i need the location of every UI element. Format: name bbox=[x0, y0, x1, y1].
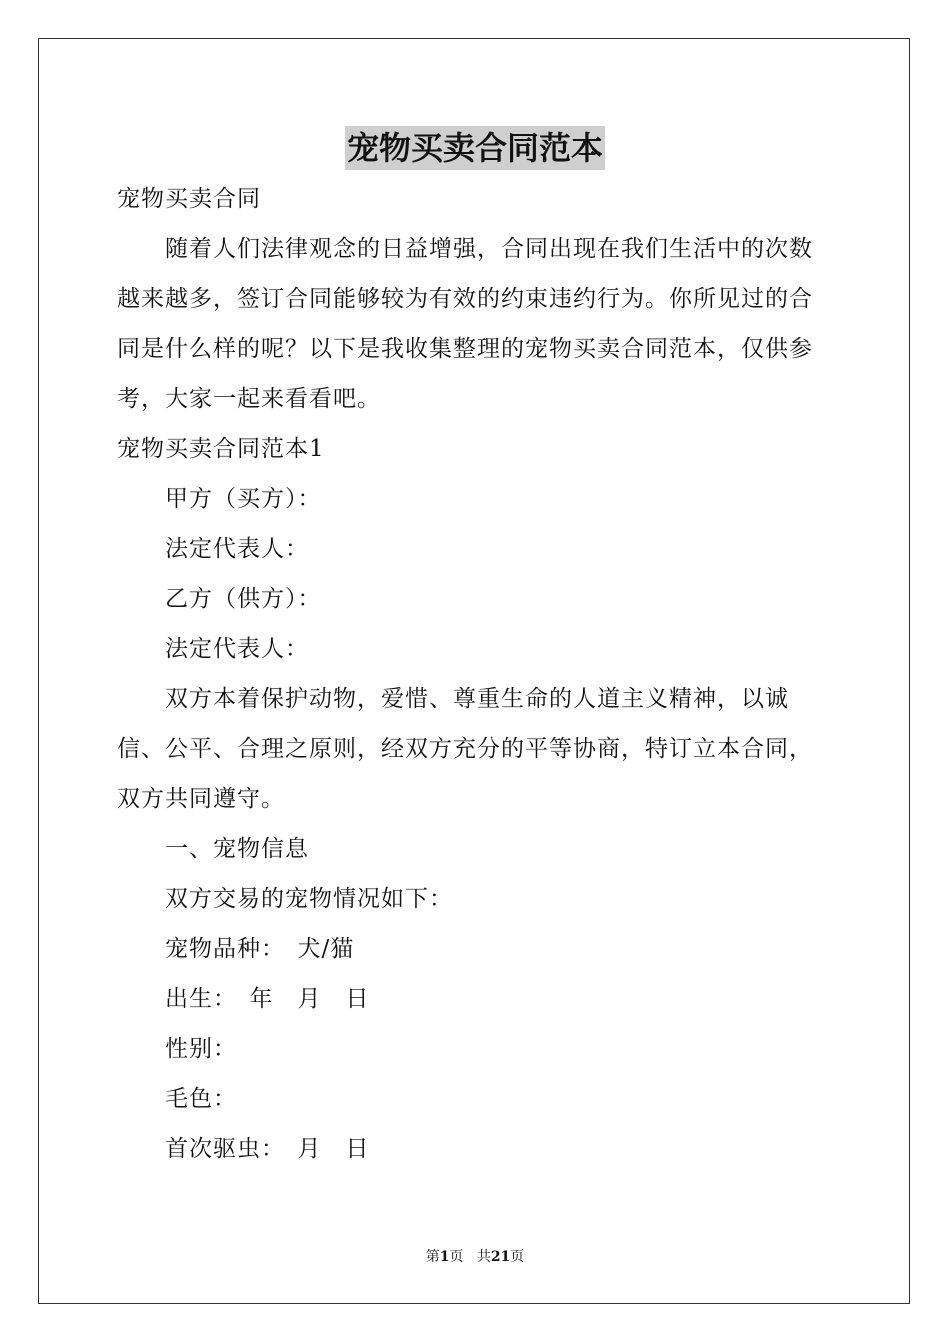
total-suffix: 页 bbox=[510, 1249, 525, 1265]
paragraph-pet-intro: 双方交易的宠物情况如下： bbox=[165, 886, 453, 912]
pet-breed-line: 宠物品种： 犬/猫 bbox=[165, 936, 355, 962]
party-a-representative-line: 法定代表人： bbox=[165, 536, 309, 562]
document-title: 宠物买卖合同范本 bbox=[345, 126, 605, 170]
clause-heading-pet-info: 一、宠物信息 bbox=[165, 836, 309, 862]
page-prefix: 第 bbox=[425, 1249, 440, 1265]
paragraph-principles: 双方本着保护动物，爱惜、尊重生命的人道主义精神，以诚信、公平、合理之原则，经双方充分的平等协商，特订立本合同，双方共同遵守。 bbox=[117, 686, 813, 812]
page-number-total: 21 bbox=[490, 1249, 511, 1265]
paragraph-heading: 宠物买卖合同 bbox=[117, 186, 261, 212]
party-a-line: 甲方（买方）： bbox=[165, 486, 322, 512]
party-b-line: 乙方（供方）： bbox=[165, 586, 322, 612]
page-suffix: 页 bbox=[449, 1249, 464, 1265]
page-footer bbox=[0, 1248, 950, 1266]
page-number-current: 1 bbox=[439, 1249, 450, 1265]
paragraph-intro: 随着人们法律观念的日益增强，合同出现在我们生活中的次数越来越多，签订合同能够较为有效的约束违约行为。你所见过的合同是什么样的呢？以下是我收集整理的宠物买卖合同范本，仅供参考，大家一起来看看吧。 bbox=[117, 236, 813, 412]
document-body bbox=[117, 174, 833, 1174]
paragraph-section-title: 宠物买卖合同范本1 bbox=[117, 436, 325, 462]
title-container bbox=[0, 126, 950, 170]
pet-birth-line: 出生： 年 月 日 bbox=[165, 986, 370, 1012]
party-b-representative-line: 法定代表人： bbox=[165, 636, 309, 662]
pet-coat-color-line: 毛色： bbox=[165, 1086, 237, 1112]
pet-first-deworming-line: 首次驱虫： 月 日 bbox=[165, 1136, 370, 1162]
pet-sex-line: 性别： bbox=[165, 1036, 237, 1062]
total-prefix: 共 bbox=[476, 1249, 491, 1265]
